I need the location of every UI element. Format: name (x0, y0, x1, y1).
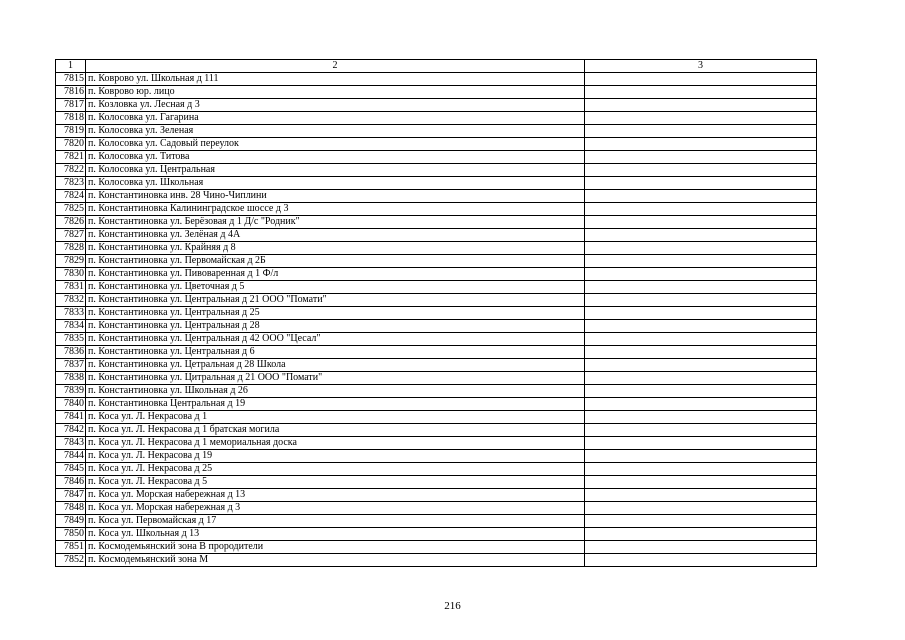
address-cell: п. Коврово юр. лицо (86, 86, 585, 99)
row-number-cell: 7817 (56, 99, 86, 112)
address-cell: п. Колосовка ул. Центральная (86, 164, 585, 177)
note-cell (585, 333, 817, 346)
row-number-cell: 7827 (56, 229, 86, 242)
address-cell: п. Коса ул. Первомайская д 17 (86, 515, 585, 528)
address-cell: п. Космодемьянский зона В прородители (86, 541, 585, 554)
note-cell (585, 268, 817, 281)
table-row (56, 268, 817, 281)
note-cell (585, 372, 817, 385)
note-cell (585, 437, 817, 450)
note-cell (585, 541, 817, 554)
note-cell (585, 229, 817, 242)
note-cell (585, 73, 817, 86)
table-row (56, 476, 817, 489)
address-cell: п. Колосовка ул. Гагарина (86, 112, 585, 125)
address-cell: п. Константиновка ул. Центральная д 25 (86, 307, 585, 320)
table-row (56, 372, 817, 385)
address-cell: п. Коса ул. Л. Некрасова д 25 (86, 463, 585, 476)
address-cell: п. Константиновка ул. Школьная д 26 (86, 385, 585, 398)
table-row (56, 489, 817, 502)
row-number-cell: 7821 (56, 151, 86, 164)
note-cell (585, 463, 817, 476)
row-number-cell: 7834 (56, 320, 86, 333)
row-number-cell: 7842 (56, 424, 86, 437)
row-number-cell: 7852 (56, 554, 86, 567)
row-number-cell: 7823 (56, 177, 86, 190)
note-cell (585, 385, 817, 398)
table-row (56, 73, 817, 86)
column-header-3: 3 (585, 60, 817, 73)
note-cell (585, 554, 817, 567)
row-number-cell: 7836 (56, 346, 86, 359)
column-header-1: 1 (56, 60, 86, 73)
table-row (56, 541, 817, 554)
address-cell: п. Константиновка ул. Цветочная д 5 (86, 281, 585, 294)
table-row (56, 515, 817, 528)
note-cell (585, 138, 817, 151)
address-cell: п. Константиновка ул. Центральная д 21 ООО "Помати" (86, 294, 585, 307)
table-row (56, 255, 817, 268)
row-number-cell: 7816 (56, 86, 86, 99)
table-row (56, 99, 817, 112)
address-cell: п. Колосовка ул. Зеленая (86, 125, 585, 138)
note-cell (585, 489, 817, 502)
table-row (56, 307, 817, 320)
address-cell: п. Константиновка Центральная д 19 (86, 398, 585, 411)
table-row (56, 242, 817, 255)
table-row (56, 190, 817, 203)
table-row (56, 463, 817, 476)
note-cell (585, 424, 817, 437)
address-cell: п. Константиновка Калининградское шоссе д 3 (86, 203, 585, 216)
note-cell (585, 450, 817, 463)
row-number-cell: 7828 (56, 242, 86, 255)
table-header (56, 60, 817, 73)
note-cell (585, 99, 817, 112)
row-number-cell: 7840 (56, 398, 86, 411)
address-cell: п. Константиновка ул. Первомайская д 2Б (86, 255, 585, 268)
note-cell (585, 151, 817, 164)
row-number-cell: 7815 (56, 73, 86, 86)
address-cell: п. Коса ул. Л. Некрасова д 1 братская могила (86, 424, 585, 437)
header-row (56, 60, 817, 73)
address-cell: п. Константиновка ул. Центральная д 6 (86, 346, 585, 359)
note-cell (585, 398, 817, 411)
row-number-cell: 7819 (56, 125, 86, 138)
address-cell: п. Константиновка инв. 28 Чино-Чиплини (86, 190, 585, 203)
address-cell: п. Коса ул. Л. Некрасова д 5 (86, 476, 585, 489)
row-number-cell: 7844 (56, 450, 86, 463)
table-row (56, 294, 817, 307)
address-cell: п. Константиновка ул. Крайняя д 8 (86, 242, 585, 255)
table-row (56, 177, 817, 190)
table-row (56, 333, 817, 346)
table-row (56, 437, 817, 450)
address-cell: п. Константиновка ул. Цетральная д 28 Школа (86, 359, 585, 372)
address-table (55, 59, 817, 567)
table-row (56, 411, 817, 424)
row-number-cell: 7837 (56, 359, 86, 372)
table-row (56, 359, 817, 372)
address-cell: п. Козловка ул. Лесная д 3 (86, 99, 585, 112)
note-cell (585, 346, 817, 359)
table-row (56, 385, 817, 398)
address-cell: п. Коса ул. Школьная д 13 (86, 528, 585, 541)
note-cell (585, 177, 817, 190)
address-cell: п. Константиновка ул. Зелёная д 4А (86, 229, 585, 242)
row-number-cell: 7850 (56, 528, 86, 541)
address-cell: п. Коса ул. Морская набережная д 3 (86, 502, 585, 515)
row-number-cell: 7832 (56, 294, 86, 307)
row-number-cell: 7824 (56, 190, 86, 203)
table-row (56, 203, 817, 216)
note-cell (585, 307, 817, 320)
address-cell: п. Колосовка ул. Титова (86, 151, 585, 164)
row-number-cell: 7829 (56, 255, 86, 268)
address-cell: п. Константиновка ул. Центральная д 42 ООО "Цесал" (86, 333, 585, 346)
table-row (56, 216, 817, 229)
table-row (56, 528, 817, 541)
address-cell: п. Константиновка ул. Цитральная д 21 ООО "Помати" (86, 372, 585, 385)
table-body (56, 73, 817, 567)
note-cell (585, 255, 817, 268)
note-cell (585, 528, 817, 541)
table-row (56, 398, 817, 411)
note-cell (585, 359, 817, 372)
note-cell (585, 112, 817, 125)
note-cell (585, 125, 817, 138)
row-number-cell: 7830 (56, 268, 86, 281)
note-cell (585, 294, 817, 307)
row-number-cell: 7826 (56, 216, 86, 229)
address-cell: п. Коса ул. Л. Некрасова д 1 (86, 411, 585, 424)
table-row (56, 138, 817, 151)
row-number-cell: 7843 (56, 437, 86, 450)
table-row (56, 151, 817, 164)
note-cell (585, 203, 817, 216)
table-row (56, 320, 817, 333)
row-number-cell: 7846 (56, 476, 86, 489)
table-row (56, 450, 817, 463)
row-number-cell: 7841 (56, 411, 86, 424)
column-header-2: 2 (86, 60, 585, 73)
table-row (56, 229, 817, 242)
address-cell: п. Коса ул. Л. Некрасова д 1 мемориальная доска (86, 437, 585, 450)
address-cell: п. Константиновка ул. Центральная д 28 (86, 320, 585, 333)
row-number-cell: 7839 (56, 385, 86, 398)
address-cell: п. Коврово ул. Школьная д 111 (86, 73, 585, 86)
row-number-cell: 7833 (56, 307, 86, 320)
row-number-cell: 7838 (56, 372, 86, 385)
note-cell (585, 164, 817, 177)
table-row (56, 281, 817, 294)
table-row (56, 502, 817, 515)
row-number-cell: 7845 (56, 463, 86, 476)
row-number-cell: 7835 (56, 333, 86, 346)
table-row (56, 346, 817, 359)
table-row (56, 112, 817, 125)
row-number-cell: 7849 (56, 515, 86, 528)
note-cell (585, 281, 817, 294)
address-cell: п. Колосовка ул. Садовый переулок (86, 138, 585, 151)
note-cell (585, 476, 817, 489)
note-cell (585, 502, 817, 515)
table-row (56, 125, 817, 138)
note-cell (585, 515, 817, 528)
address-cell: п. Коса ул. Морская набережная д 13 (86, 489, 585, 502)
address-cell: п. Коса ул. Л. Некрасова д 19 (86, 450, 585, 463)
row-number-cell: 7822 (56, 164, 86, 177)
note-cell (585, 411, 817, 424)
note-cell (585, 86, 817, 99)
page-number: 216 (444, 600, 461, 612)
table-row (56, 86, 817, 99)
row-number-cell: 7820 (56, 138, 86, 151)
row-number-cell: 7818 (56, 112, 86, 125)
note-cell (585, 242, 817, 255)
address-cell: п. Космодемьянский зона М (86, 554, 585, 567)
table-row (56, 554, 817, 567)
address-cell: п. Константиновка ул. Пивоваренная д 1 Ф/л (86, 268, 585, 281)
row-number-cell: 7831 (56, 281, 86, 294)
row-number-cell: 7848 (56, 502, 86, 515)
row-number-cell: 7847 (56, 489, 86, 502)
address-cell: п. Константиновка ул. Берёзовая д 1 Д/с "Родник" (86, 216, 585, 229)
note-cell (585, 190, 817, 203)
table-row (56, 424, 817, 437)
row-number-cell: 7851 (56, 541, 86, 554)
table-row (56, 164, 817, 177)
address-cell: п. Колосовка ул. Школьная (86, 177, 585, 190)
note-cell (585, 216, 817, 229)
row-number-cell: 7825 (56, 203, 86, 216)
note-cell (585, 320, 817, 333)
